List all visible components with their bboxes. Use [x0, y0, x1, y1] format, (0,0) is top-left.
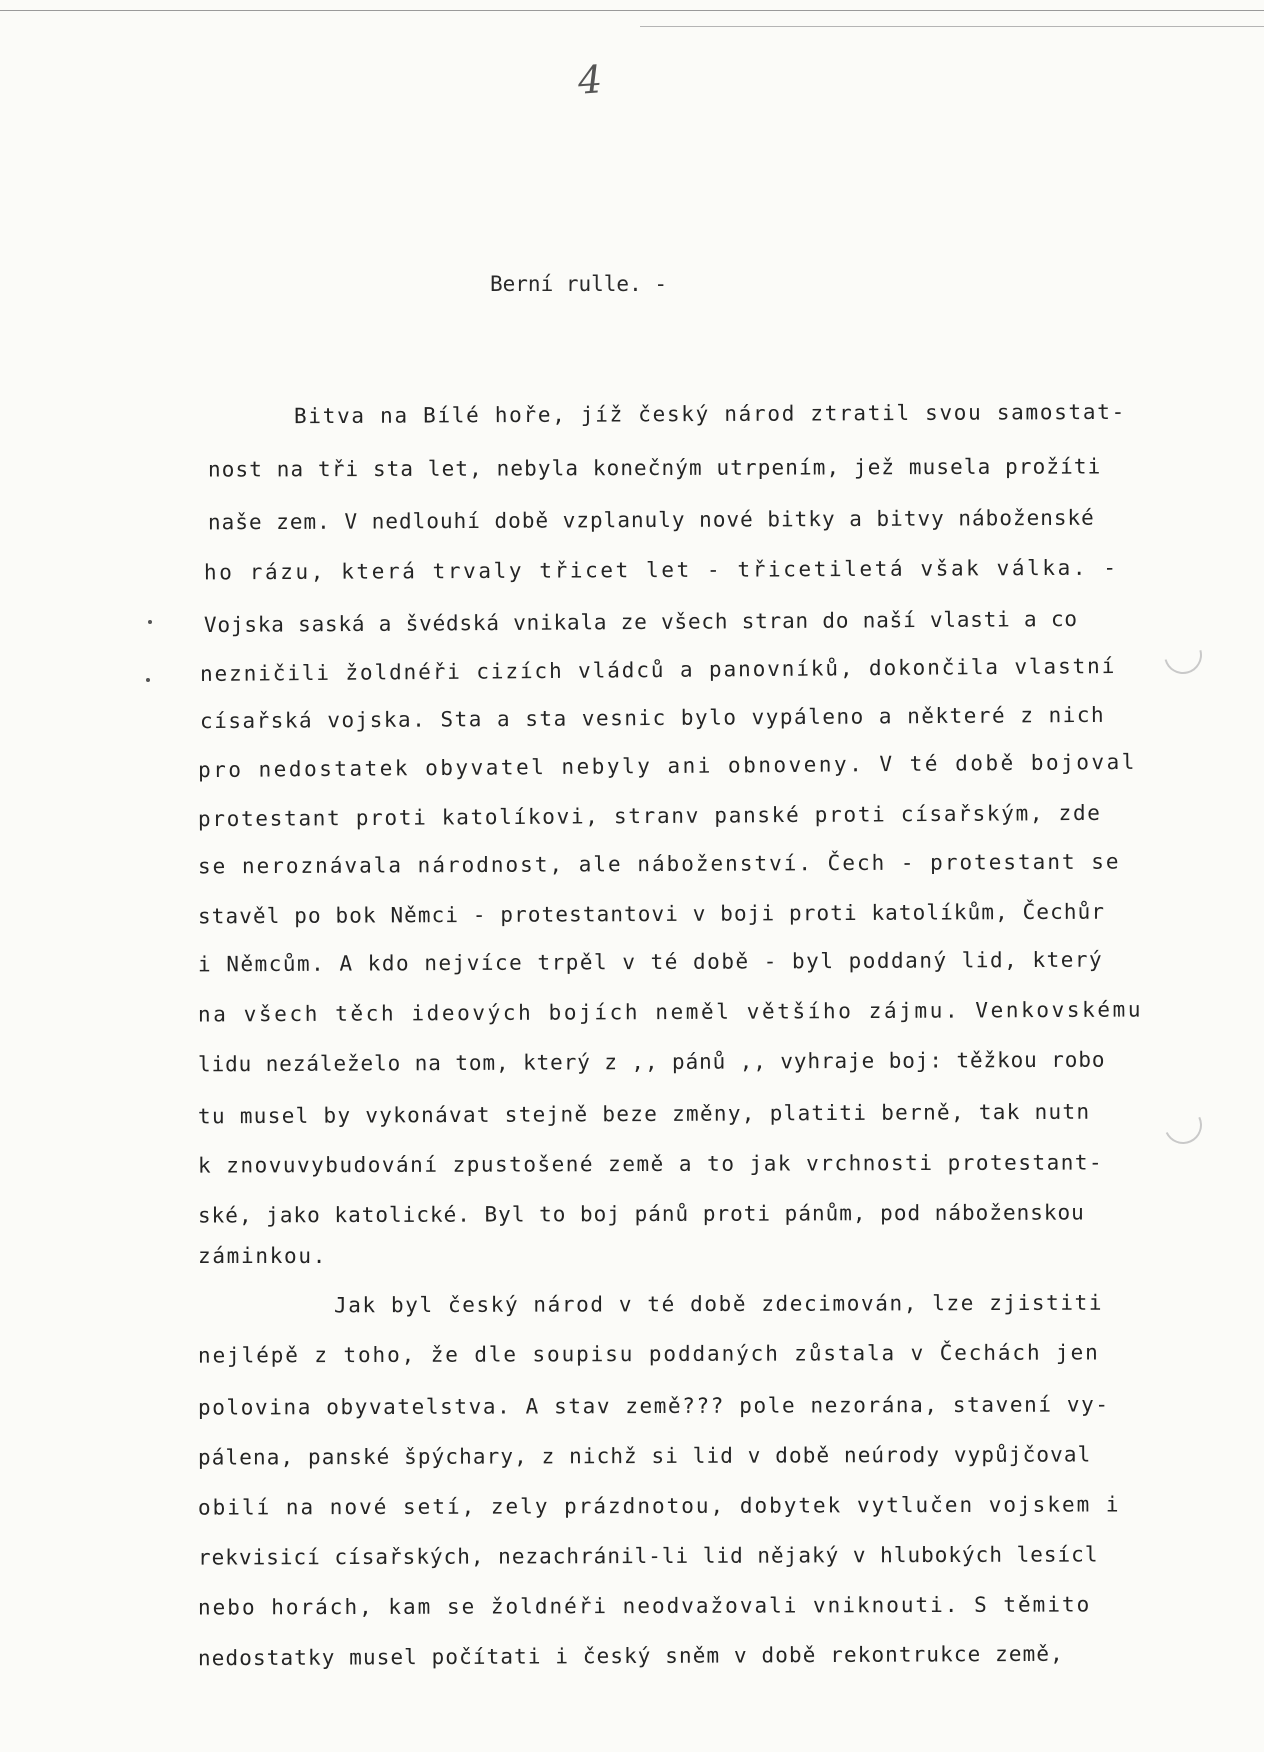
text-line: protestant proti katolíkovi, stranv panské proti císařským, zde	[197, 800, 1102, 832]
paper-speck	[146, 678, 150, 682]
punch-hole-mark	[1159, 1101, 1208, 1150]
text-line: obilí na nové setí, zely prázdnotou, dobytek vytlučen vojskem i	[197, 1492, 1121, 1520]
text-line: rekvisicí císařských, nezachránil-li lid nějaký v hlubokých lesícl	[197, 1542, 1099, 1570]
text-line: polovina obyvatelstva. A stav země??? pole nezorána, stavení vy-	[197, 1392, 1110, 1420]
text-line: tu musel by vykonávat stejně beze změny, platiti berně, tak nutn	[197, 1099, 1091, 1129]
text-line: se neroznávala národnost, ale náboženství. Čech - protestant se	[197, 849, 1121, 879]
text-line: naše zem. V nedlouhí době vzplanuly nové bitky a bitvy náboženské	[207, 505, 1095, 535]
text-line: lidu nezáleželo na tom, který z ,, pánů ,, vyhraje boj: těžkou robo	[197, 1047, 1106, 1077]
text-line: pálena, panské špýchary, z nichž si lid v době neúrody vypůjčoval	[197, 1442, 1092, 1470]
text-line: nost na tři sta let, nebyla konečným utrpením, jež musela prožíti	[207, 454, 1102, 482]
text-line: nezničili žoldnéři cizích vládců a panovníků, dokončila vlastní	[199, 654, 1117, 686]
text-line: nedostatky musel počítati i český sněm v době rekontrukce země,	[197, 1641, 1064, 1671]
text-line: nejlépě z toho, že dle soupisu poddaných zůstala v Čechách jen	[197, 1340, 1100, 1368]
text-line: záminkou.	[198, 1244, 328, 1268]
text-line: i Němcům. A kdo nejvíce trpěl v té době - byl poddaný lid, který	[197, 947, 1104, 977]
paper-edge-line-secondary	[640, 26, 1264, 27]
text-line: ské, jako katolické. Byl to boj pánů proti pánům, pod náboženskou	[197, 1200, 1085, 1228]
text-line: na všech těch ideových bojích neměl většího zájmu. Venkovskému	[197, 997, 1144, 1027]
punch-hole-mark	[1157, 629, 1209, 681]
document-title: Berní rulle. -	[490, 272, 668, 296]
text-line: ho rázu, která trvaly třicet let - třicetiletá však válka. -	[203, 555, 1119, 585]
text-line: Vojska saská a švédská vnikala ze všech stran do naší vlasti a co	[203, 606, 1078, 638]
text-line: pro nedostatek obyvatel nebyly ani obnoveny. V té době bojoval	[197, 749, 1137, 783]
text-line: k znovuvybudování zpustošené země a to jak vrchnosti protestant-	[197, 1150, 1104, 1178]
text-line: císařská vojska. Sta a sta vesnic bylo vypáleno a některé z nich	[199, 702, 1106, 734]
paper-edge-line	[0, 10, 1264, 11]
page-number: 4	[576, 57, 602, 103]
paper-speck	[148, 620, 152, 624]
text-line: Bitva na Bílé hoře, jíž český národ ztratil svou samostat-	[293, 399, 1126, 429]
text-line: stavěl po bok Němci - protestantovi v boji proti katolíkům, Čechůr	[197, 899, 1106, 929]
text-line: nebo horách, kam se žoldnéři neodvažovali vniknouti. S těmito	[197, 1592, 1092, 1620]
text-line: Jak byl český národ v té době zdecimován, lze zjistiti	[333, 1290, 1104, 1318]
